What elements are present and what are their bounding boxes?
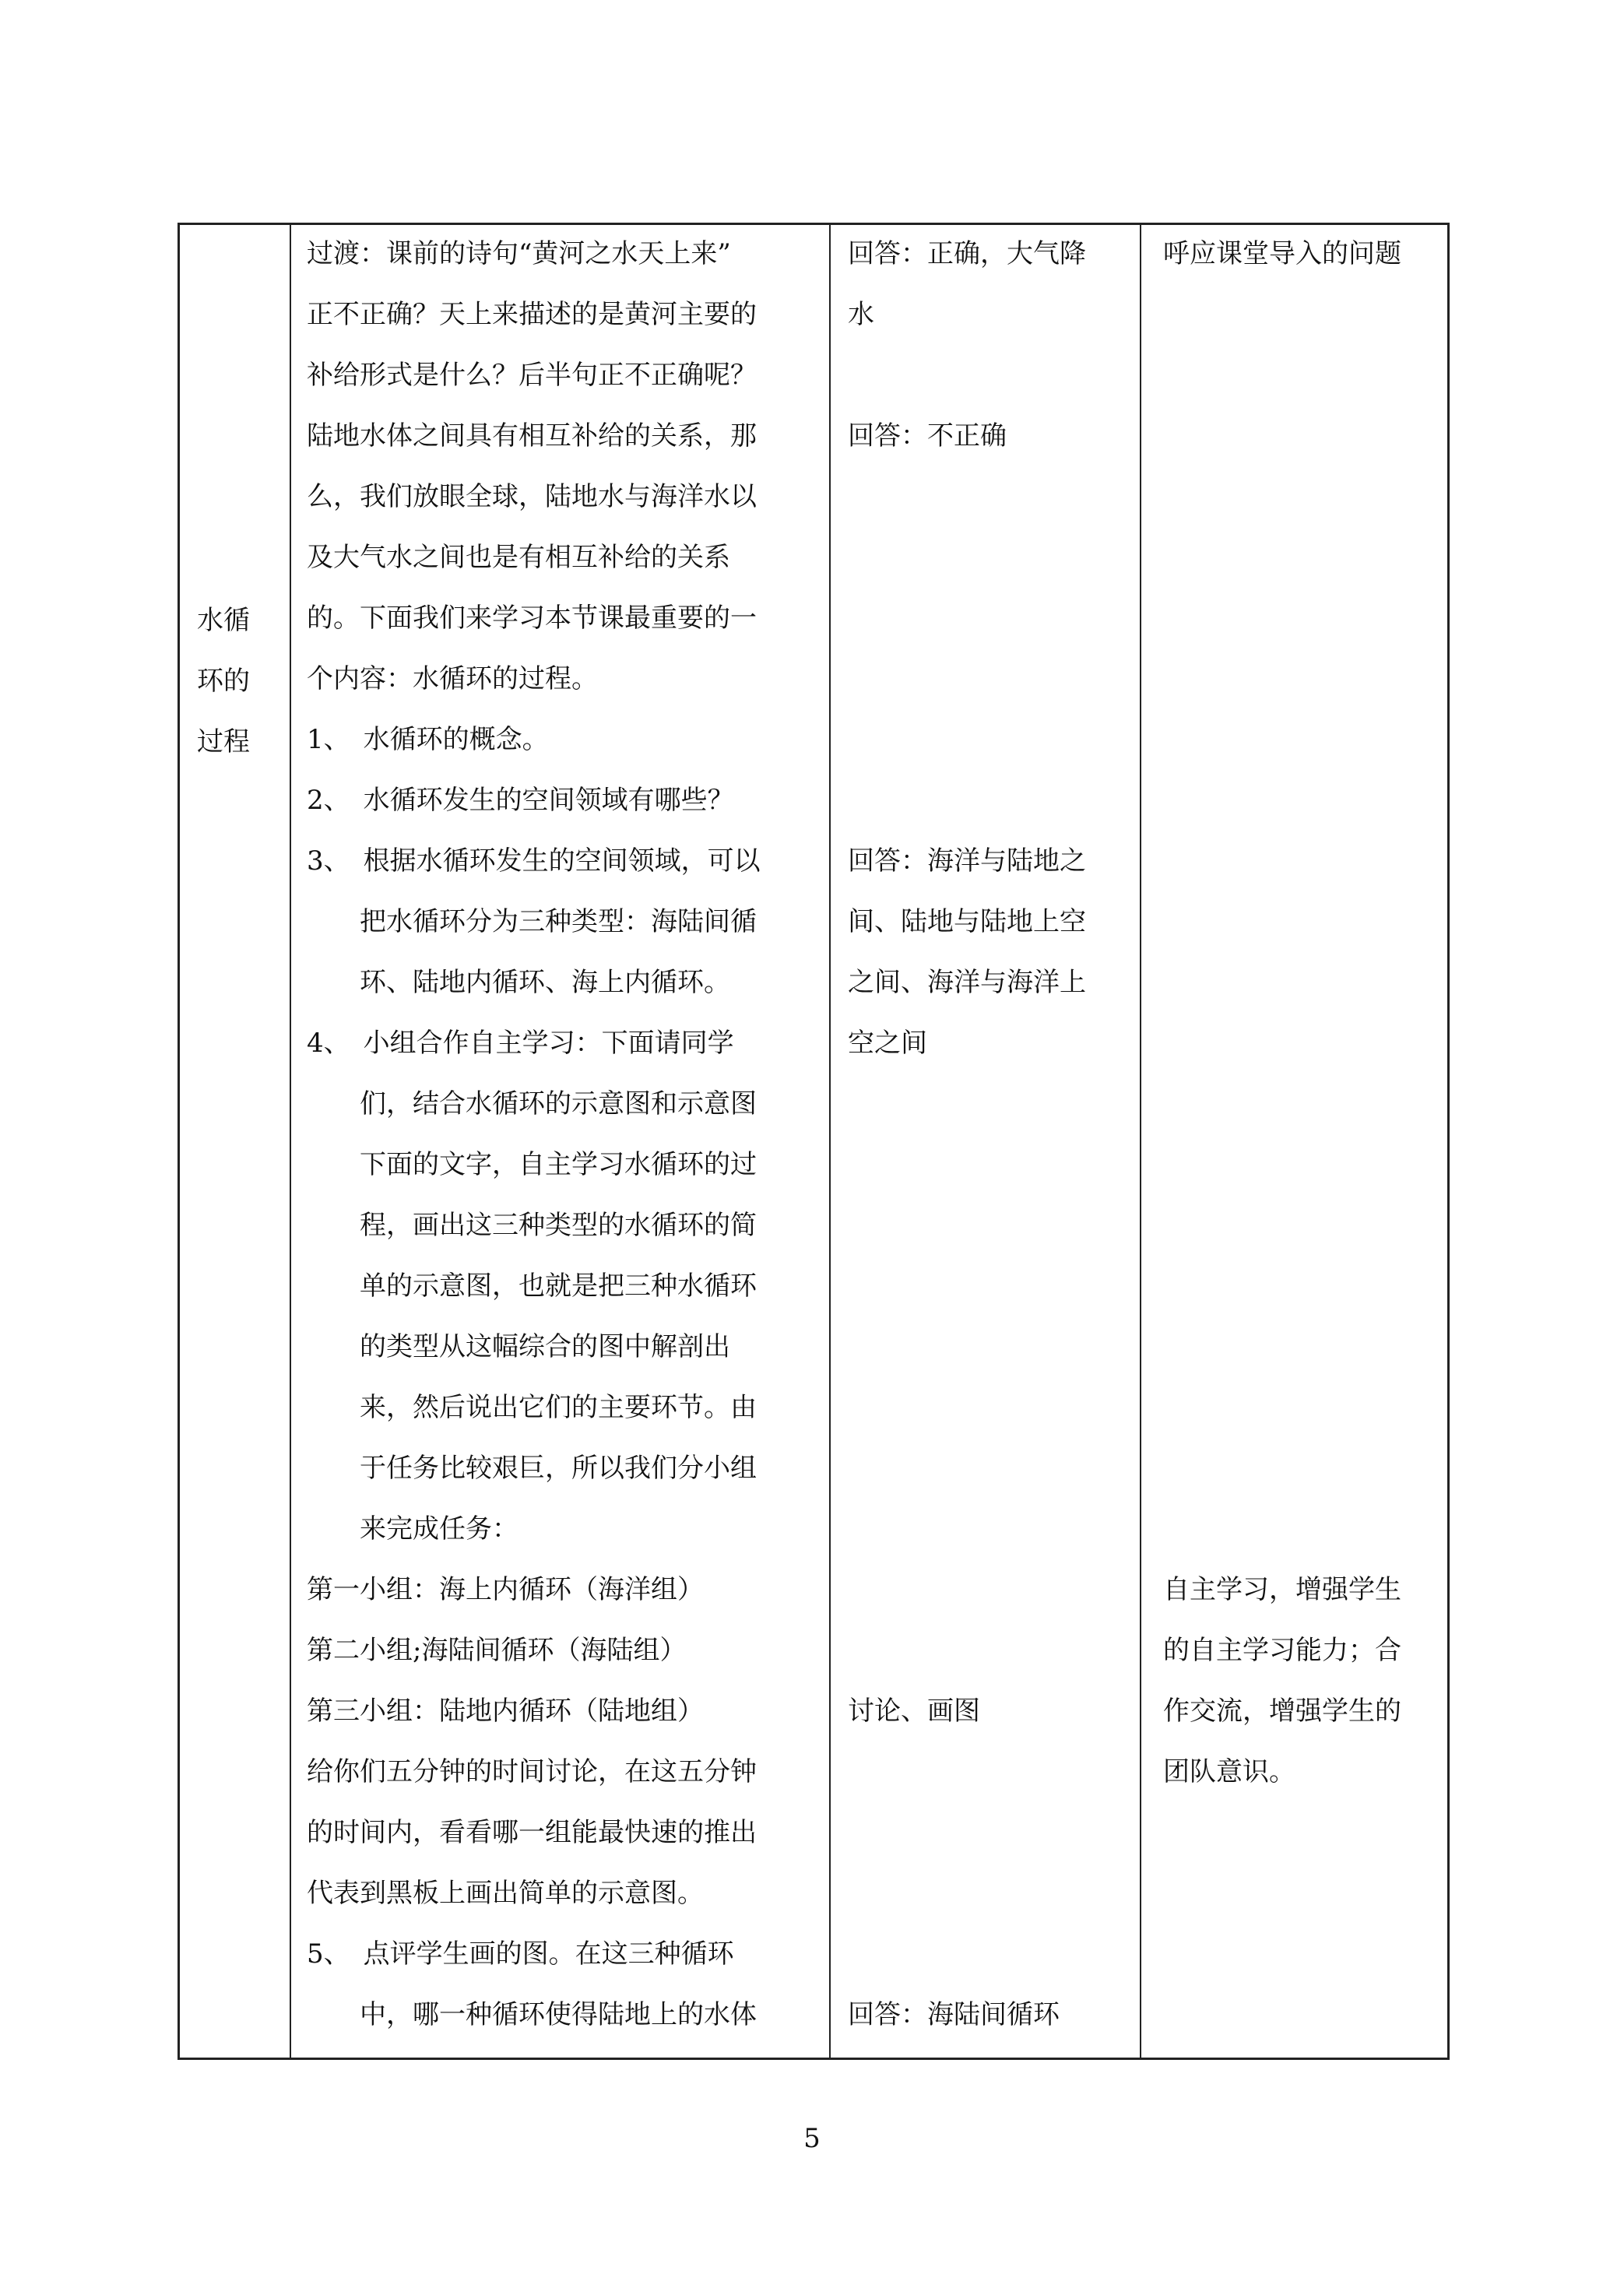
teacher-line: 给你们五分钟的时间讨论，在这五分钟 <box>307 1756 757 1787</box>
section-line: 过程 <box>197 726 250 757</box>
student-line: 回答：海陆间循环 <box>848 1999 1060 2030</box>
teacher-list-item: 4、 小组合作自主学习：下面请同学 <box>307 1028 734 1059</box>
teacher-line: 把水循环分为三种类型：海陆间循 <box>360 906 757 937</box>
section-line: 环的 <box>197 666 250 697</box>
teacher-line: 第三小组：陆地内循环（陆地组） <box>307 1696 704 1727</box>
teacher-line: 么，我们放眼全球，陆地水与海洋水以 <box>307 481 757 512</box>
teacher-line: 陆地水体之间具有相互补给的关系，那 <box>307 420 757 452</box>
section-cell <box>180 225 290 2058</box>
teacher-line: 的类型从这幅综合的图中解剖出 <box>360 1331 730 1362</box>
intent-line: 呼应课堂导入的问题 <box>1163 238 1401 269</box>
teacher-line: 中，哪一种循环使得陆地上的水体 <box>360 1999 757 2030</box>
student-line: 回答：海洋与陆地之 <box>848 845 1086 877</box>
teacher-activity-cell <box>291 225 828 2058</box>
teacher-line: 于任务比较艰巨，所以我们分小组 <box>360 1453 757 1484</box>
intent-line: 作交流，增强学生的 <box>1163 1696 1401 1727</box>
teacher-line: 过渡：课前的诗句“黄河之水天上来” <box>307 238 731 269</box>
teacher-line: 来，然后说出它们的主要环节。由 <box>360 1392 757 1423</box>
student-line: 水 <box>848 299 874 330</box>
teacher-list-item: 3、 根据水循环发生的空间领域，可以 <box>307 845 761 877</box>
intent-line: 的自主学习能力；合 <box>1163 1635 1401 1666</box>
page-number: 5 <box>803 2123 821 2154</box>
student-line: 回答：正确，大气降 <box>848 238 1086 269</box>
teacher-line: 个内容：水循环的过程。 <box>307 663 598 694</box>
lesson-table <box>178 223 1450 2060</box>
student-activity-cell <box>831 225 1139 2058</box>
teacher-line: 来完成任务： <box>360 1513 518 1545</box>
student-line: 空之间 <box>848 1028 927 1059</box>
student-line: 之间、海洋与海洋上 <box>848 967 1086 998</box>
teacher-list-item: 1、 水循环的概念。 <box>307 724 549 755</box>
student-line: 间、陆地与陆地上空 <box>848 906 1086 937</box>
teacher-line: 的。下面我们来学习本节课最重要的一 <box>307 603 757 634</box>
section-line: 水循 <box>197 605 250 636</box>
teacher-line: 单的示意图，也就是把三种水循环 <box>360 1271 757 1302</box>
teacher-line: 环、陆地内循环、海上内循环。 <box>360 967 730 998</box>
teacher-line: 程，画出这三种类型的水循环的简 <box>360 1210 757 1241</box>
teacher-line: 补给形式是什么？后半句正不正确呢？ <box>307 360 757 391</box>
teacher-line: 代表到黑板上画出简单的示意图。 <box>307 1878 704 1909</box>
design-intent-cell <box>1141 225 1447 2058</box>
teacher-list-item: 2、 水循环发生的空间领域有哪些？ <box>307 785 734 816</box>
teacher-line: 第一小组：海上内循环（海洋组） <box>307 1574 704 1605</box>
teacher-line: 正不正确？天上来描述的是黄河主要的 <box>307 299 757 330</box>
teacher-line: 及大气水之间也是有相互补给的关系 <box>307 542 730 573</box>
student-line: 回答：不正确 <box>848 420 1007 452</box>
teacher-line: 们，结合水循环的示意图和示意图 <box>360 1088 757 1119</box>
intent-line: 自主学习，增强学生 <box>1163 1574 1401 1605</box>
teacher-line: 的时间内，看看哪一组能最快速的推出 <box>307 1817 757 1848</box>
intent-line: 团队意识。 <box>1163 1756 1295 1787</box>
teacher-line: 第二小组;海陆间循环（海陆组） <box>307 1635 687 1666</box>
teacher-list-item: 5、 点评学生画的图。在这三种循环 <box>307 1938 734 1970</box>
teacher-line: 下面的文字，自主学习水循环的过 <box>360 1149 757 1180</box>
student-line: 讨论、画图 <box>848 1696 980 1727</box>
